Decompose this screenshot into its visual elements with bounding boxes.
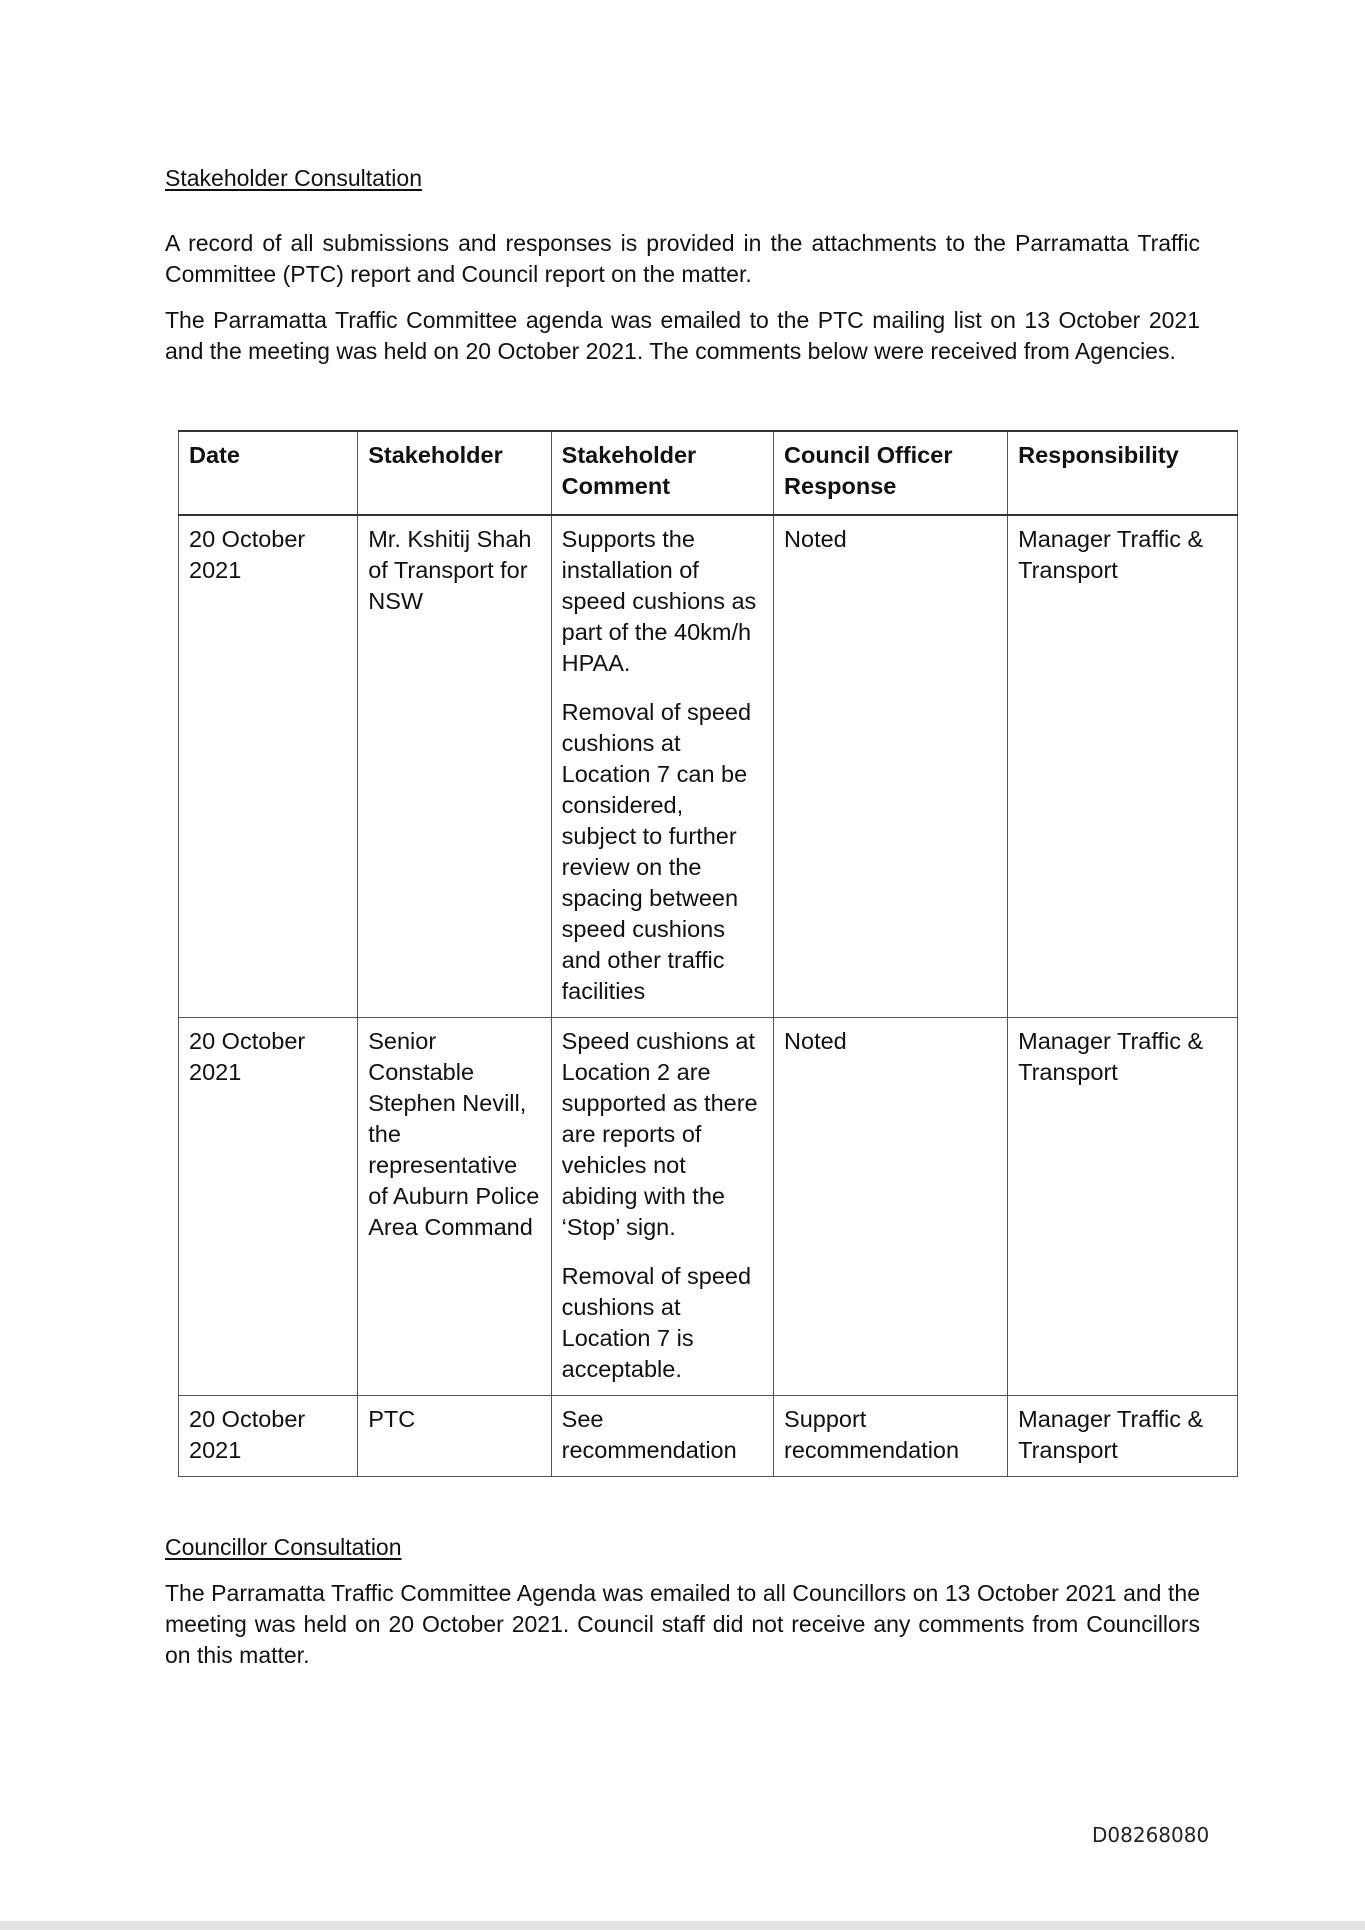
cell-date: 20 October 2021 bbox=[179, 1396, 358, 1477]
cell-comment bbox=[551, 1018, 773, 1396]
header-responsibility: Responsibility bbox=[1008, 431, 1238, 515]
page-bottom-edge bbox=[0, 1921, 1365, 1930]
comment-paragraph: Removal of speed cushions at Location 7 can be considered, subject to further review on the spacing between speed cushions and other traffic facilities bbox=[561, 699, 752, 1004]
header-stakeholder: Stakeholder bbox=[358, 431, 551, 515]
table-row bbox=[179, 515, 1238, 1018]
cell-stakeholder: Senior Constable Stephen Nevill, the representative of Auburn Police Area Command bbox=[358, 1018, 551, 1396]
header-council-officer-response: Council Officer Response bbox=[774, 431, 1008, 515]
table-header-row bbox=[179, 431, 1238, 515]
cell-response: Noted bbox=[774, 1018, 1008, 1396]
document-id: D08268080 bbox=[1092, 1823, 1210, 1847]
cell-comment bbox=[551, 1396, 773, 1477]
cell-date: 20 October 2021 bbox=[179, 515, 358, 1018]
table-row bbox=[179, 1396, 1238, 1477]
cell-responsibility: Manager Traffic & Transport bbox=[1008, 1018, 1238, 1396]
cell-stakeholder: Mr. Kshitij Shah of Transport for NSW bbox=[358, 515, 551, 1018]
header-stakeholder-comment: Stakeholder Comment bbox=[551, 431, 773, 515]
stakeholder-consultation-heading: Stakeholder Consultation bbox=[165, 165, 422, 191]
cell-date: 20 October 2021 bbox=[179, 1018, 358, 1396]
cell-response: Support recommendation bbox=[774, 1396, 1008, 1477]
stakeholder-comments-table bbox=[178, 430, 1238, 1477]
cell-comment bbox=[551, 515, 773, 1018]
cell-responsibility: Manager Traffic & Transport bbox=[1008, 515, 1238, 1018]
cell-response: Noted bbox=[774, 515, 1008, 1018]
cell-responsibility: Manager Traffic & Transport bbox=[1008, 1396, 1238, 1477]
comment-paragraph: Supports the installation of speed cushions as part of the 40km/h HPAA. bbox=[561, 526, 757, 676]
cell-stakeholder: PTC bbox=[358, 1396, 551, 1477]
comment-paragraph: Removal of speed cushions at Location 7 is acceptable. bbox=[561, 1263, 752, 1382]
comment-paragraph: Speed cushions at Location 2 are supported as there are reports of vehicles not abiding with the ‘Stop’ sign. bbox=[561, 1028, 758, 1240]
comment-paragraph: See recommendation bbox=[561, 1406, 737, 1463]
councillor-paragraph: The Parramatta Traffic Committee Agenda was emailed to all Councillors on 13 October 2021 and the meeting was held on 20 October 2021. Council staff did not receive any comments from Councillors on this matter. bbox=[165, 1580, 1200, 1668]
intro-paragraph-2: The Parramatta Traffic Committee agenda was emailed to the PTC mailing list on 13 October 2021 and the meeting was held on 20 October 2021. The comments below were received from Agencies. bbox=[165, 307, 1200, 364]
table-row bbox=[179, 1018, 1238, 1396]
header-date: Date bbox=[179, 431, 358, 515]
intro-paragraph-1: A record of all submissions and responses is provided in the attachments to the Parramatta Traffic Committee (PTC) report and Council report on the matter. bbox=[165, 230, 1200, 287]
councillor-consultation-heading: Councillor Consultation bbox=[165, 1534, 402, 1560]
